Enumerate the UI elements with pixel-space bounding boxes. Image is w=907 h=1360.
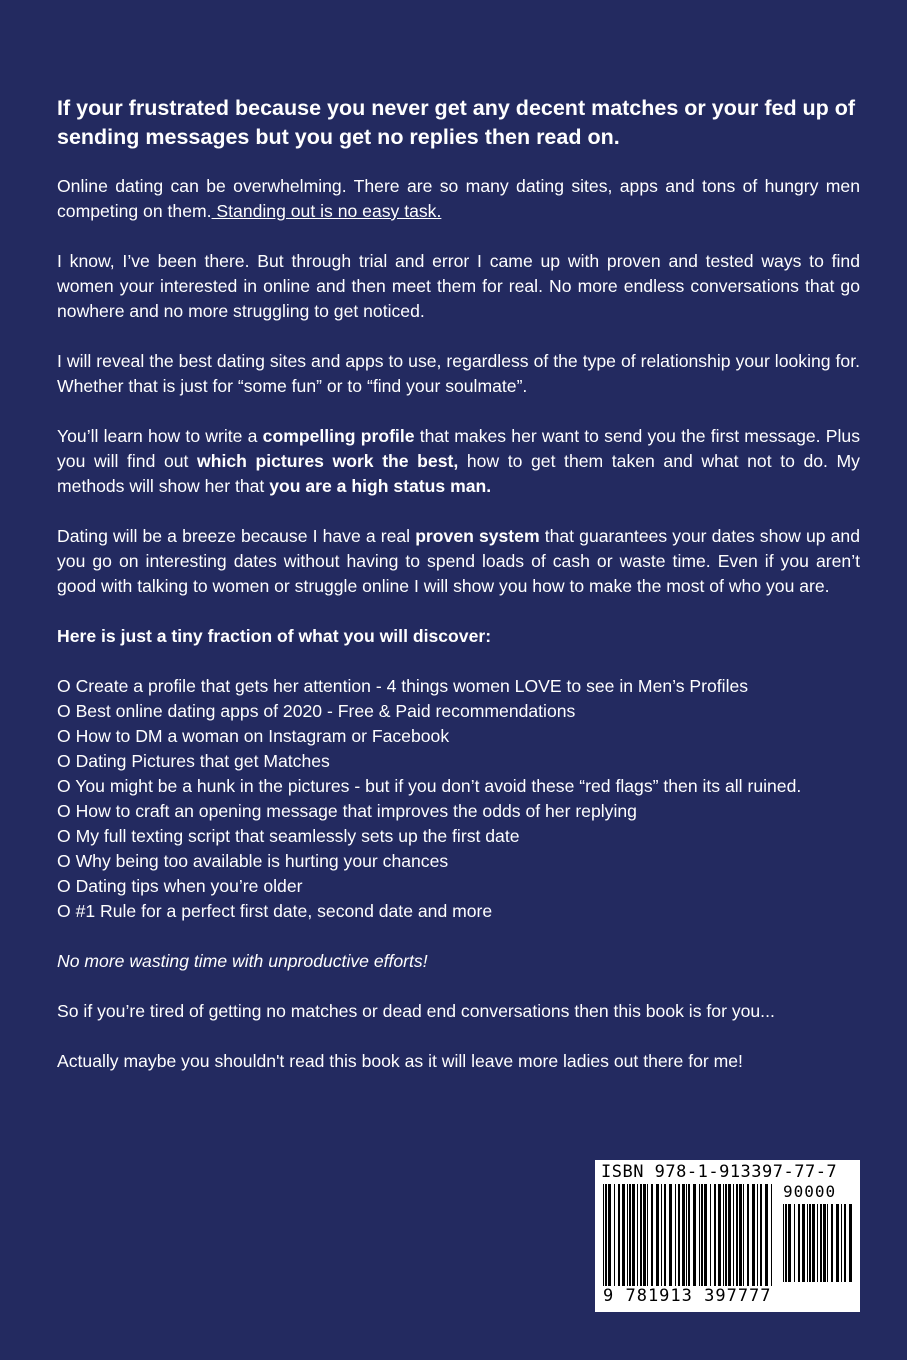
barcode-bar [739, 1184, 742, 1292]
barcode-bar [788, 1204, 791, 1282]
barcode-bar [827, 1204, 828, 1282]
barcode-bar [783, 1204, 784, 1282]
back-cover-text [57, 94, 860, 1099]
list-heading: Here is just a tiny fraction of what you will discover: [57, 626, 492, 646]
italic-tagline: No more wasting time with unproductive efforts! [57, 951, 428, 971]
barcode-bar [728, 1184, 731, 1292]
barcode-bar [747, 1184, 749, 1292]
list-item: O #1 Rule for a perfect first date, second date and more [57, 901, 493, 921]
barcode-bar [743, 1184, 744, 1292]
barcode-bar [849, 1204, 852, 1282]
list-item: O Dating Pictures that get Matches [57, 751, 330, 771]
barcode-bar [723, 1184, 724, 1292]
barcode-bar [699, 1184, 700, 1292]
p4-bold-pictures: which pictures work the best, [197, 451, 459, 471]
paragraph-4 [57, 424, 860, 499]
price-barcode-bars [783, 1204, 853, 1282]
barcode-bar [608, 1184, 611, 1292]
headline: If your frustrated because you never get any decent matches or your fed up of sending messages but you get no replies then read on. [57, 96, 856, 149]
list-item: O Why being too available is hurting your chances [57, 851, 449, 871]
paragraph-1-text: Online dating can be overwhelming. There are so many dating sites, apps and tons of hungry men competing on them. [57, 176, 860, 221]
paragraph-7: Actually maybe you shouldn't read this book as it will leave more ladies out there for me! [57, 1051, 743, 1071]
p4-text-e: how to get them taken and what not to do. My methods will show her that [57, 451, 860, 496]
barcode-bar [669, 1184, 672, 1292]
list-item: O You might be a hunk in the pictures - but if you don’t avoid these “red flags” then its all ruined. [57, 776, 802, 796]
barcode-bar [637, 1184, 638, 1292]
barcode-bar [807, 1204, 808, 1282]
barcode-bar [664, 1184, 666, 1292]
barcode-bar [798, 1204, 800, 1282]
barcode-bar [823, 1204, 826, 1282]
p4-text-a: You’ll learn how to write a [57, 426, 263, 446]
discovery-list [57, 674, 860, 924]
list-item: O My full texting script that seamlessly sets up the first date [57, 826, 520, 846]
barcode-number: 9 781913 397777 [603, 1286, 772, 1306]
paragraph-5 [57, 524, 860, 599]
barcode-bar [647, 1184, 648, 1292]
barcode-bar [710, 1184, 711, 1292]
paragraph-3: I will reveal the best dating sites and apps to use, regardless of the type of relationship your looking for. Whether that is just for “some fun” or to “find your soulmate”. [57, 351, 860, 396]
barcode-bar [622, 1184, 625, 1292]
p5-text-a: Dating will be a breeze because I have a real [57, 526, 416, 546]
barcode-bar [718, 1184, 721, 1292]
barcode-bar [809, 1204, 811, 1282]
paragraph-6: So if you’re tired of getting no matches or dead end conversations then this book is for you... [57, 1001, 775, 1021]
list-item: O Dating tips when you’re older [57, 876, 303, 896]
barcode-bar [794, 1204, 795, 1282]
barcode-bar [686, 1184, 687, 1292]
barcode-bar [733, 1184, 734, 1292]
barcode-bar [757, 1184, 758, 1292]
list-item: O Best online dating apps of 2020 - Free & Paid recommendations [57, 701, 576, 721]
barcode-bar [802, 1204, 805, 1282]
paragraph-1-underlined: Standing out is no easy task. [211, 201, 442, 221]
barcode-bar [656, 1184, 659, 1292]
barcode-bars [603, 1184, 773, 1292]
barcode-bar [701, 1184, 703, 1292]
list-item: O How to craft an opening message that improves the odds of her replying [57, 801, 637, 821]
barcode-bar [678, 1184, 680, 1292]
barcode-bar [844, 1204, 846, 1282]
barcode-bar [632, 1184, 635, 1292]
barcode-bar [736, 1184, 738, 1292]
barcode-bar [760, 1184, 762, 1292]
p5-text-c: that guarantees your dates show up and you go on interesting dates without having to spend loads of cash or waste time. Even if you aren’t good with talking to women or struggle online I will show you how to make the most of who you are. [57, 526, 860, 596]
barcode-bar [643, 1184, 646, 1292]
p4-bold-high-status: you are a high status man. [269, 476, 492, 496]
barcode-bar [603, 1184, 604, 1292]
barcode-bar [785, 1204, 787, 1282]
p4-bold-compelling-profile: compelling profile [262, 426, 415, 446]
price-code: 90000 [783, 1182, 837, 1201]
isbn-barcode [595, 1160, 860, 1312]
barcode-bar [817, 1204, 818, 1282]
list-item: O Create a profile that gets her attention - 4 things women LOVE to see in Men’s Profiles [57, 676, 749, 696]
barcode-bar [836, 1204, 839, 1282]
barcode-bar [682, 1184, 685, 1292]
barcode-bar [752, 1184, 755, 1292]
barcode-bar [675, 1184, 676, 1292]
barcode-bar [661, 1184, 662, 1292]
list-item: O How to DM a woman on Instagram or Facebook [57, 726, 450, 746]
barcode-bar [618, 1184, 620, 1292]
p5-bold-proven-system: proven system [415, 526, 540, 546]
barcode-bar [688, 1184, 690, 1292]
barcode-bar [614, 1184, 615, 1292]
barcode-bar [765, 1184, 768, 1292]
paragraph-1 [57, 174, 860, 224]
barcode-bar [812, 1204, 815, 1282]
barcode-bar [771, 1184, 772, 1292]
barcode-bar [841, 1204, 842, 1282]
barcode-bar [725, 1184, 727, 1292]
barcode-bar [651, 1184, 653, 1292]
p4-text-c: that makes her want to send you the first message. Plus you will find out [57, 426, 861, 471]
paragraph-2: I know, I’ve been there. But through trial and error I came up with proven and tested ways to find women your interested in online and then meet them for real. No more endless conversations that go nowhere and no more struggling to get noticed. [57, 251, 860, 321]
isbn-number: ISBN 978-1-913397-77-7 [601, 1162, 838, 1182]
barcode-bar [627, 1184, 628, 1292]
barcode-bar [629, 1184, 631, 1292]
barcode-bar [605, 1184, 607, 1292]
barcode-bar [693, 1184, 696, 1292]
barcode-bar [704, 1184, 707, 1292]
barcode-bar [640, 1184, 642, 1292]
barcode-bar [831, 1204, 833, 1282]
barcode-bar [820, 1204, 822, 1282]
barcode-bar [714, 1184, 716, 1292]
